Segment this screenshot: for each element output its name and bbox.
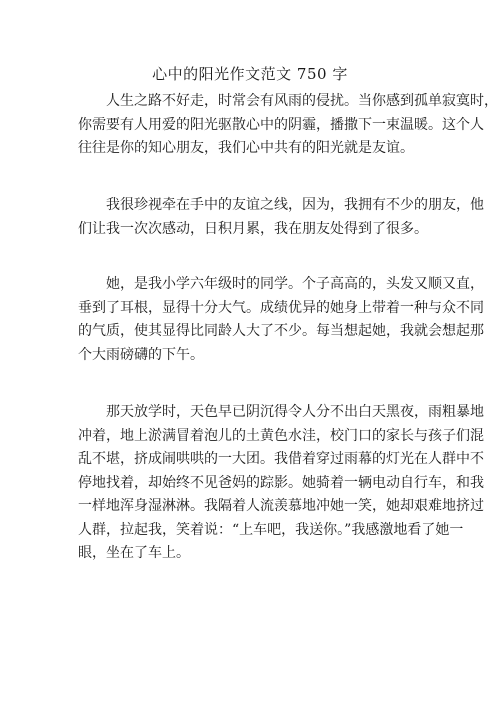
paragraph-line: 停地找着，却始终不见爸妈的踪影。她骑着一辆电动自行车，和我 bbox=[78, 474, 484, 491]
paragraph-line: 那天放学时，天色早已阴沉得令人分不出白天黑夜，雨粗暴地 bbox=[106, 404, 484, 420]
paragraph-4 bbox=[78, 401, 484, 566]
paragraph-line: 眼，坐在了车上。 bbox=[78, 545, 190, 561]
paragraph-line: 的气质，使其显得比同龄人大了不少。每当想起她，我就会想起那 bbox=[78, 323, 484, 339]
paragraph-line: 人群，拉起我，笑着说：“上车吧，我送你。”我感激地看了她一 bbox=[78, 521, 464, 538]
paragraph-line: 你需要有人用爱的阳光驱散心中的阴霾，播撒下一束温暖。这个人 bbox=[78, 116, 484, 133]
paragraph-line: 垂到了耳根，显得十分大气。成绩优异的她身上带着一种与众不同 bbox=[78, 299, 484, 316]
document-title: 心中的阳光作文范文 750 字 bbox=[152, 65, 348, 83]
paragraph-line: 往往是你的知心朋友，我们心中共有的阳光就是友谊。 bbox=[78, 140, 414, 156]
paragraph-line: 一样地浑身湿淋淋。我隔着人流羡慕地冲她一笑，她却艰难地挤过 bbox=[78, 498, 484, 514]
paragraph-3 bbox=[78, 273, 484, 367]
paragraph-line: 们让我一次次感动，日积月累，我在朋友处得到了很多。 bbox=[78, 220, 428, 237]
paragraph-line: 乱不堪，挤成闹哄哄的一大团。我借着穿过雨幕的灯光在人群中不 bbox=[78, 451, 484, 467]
paragraph-line: 人生之路不好走，时常会有风雨的侵扰。当你感到孤单寂寞时， bbox=[106, 93, 498, 109]
paragraph-line: 她，是我小学六年级时的同学。个子高高的，头发又顺又直， bbox=[106, 276, 484, 292]
paragraph-1 bbox=[78, 90, 498, 161]
paragraph-2 bbox=[78, 194, 484, 241]
paragraph-line: 冲着，地上淤满冒着泡儿的土黄色水洼，校门口的家长与孩子们混 bbox=[78, 427, 484, 444]
paragraph-line: 我很珍视牵在手中的友谊之线，因为，我拥有不少的朋友，他 bbox=[106, 197, 484, 213]
paragraph-line: 个大雨磅礴的下午。 bbox=[78, 346, 204, 363]
